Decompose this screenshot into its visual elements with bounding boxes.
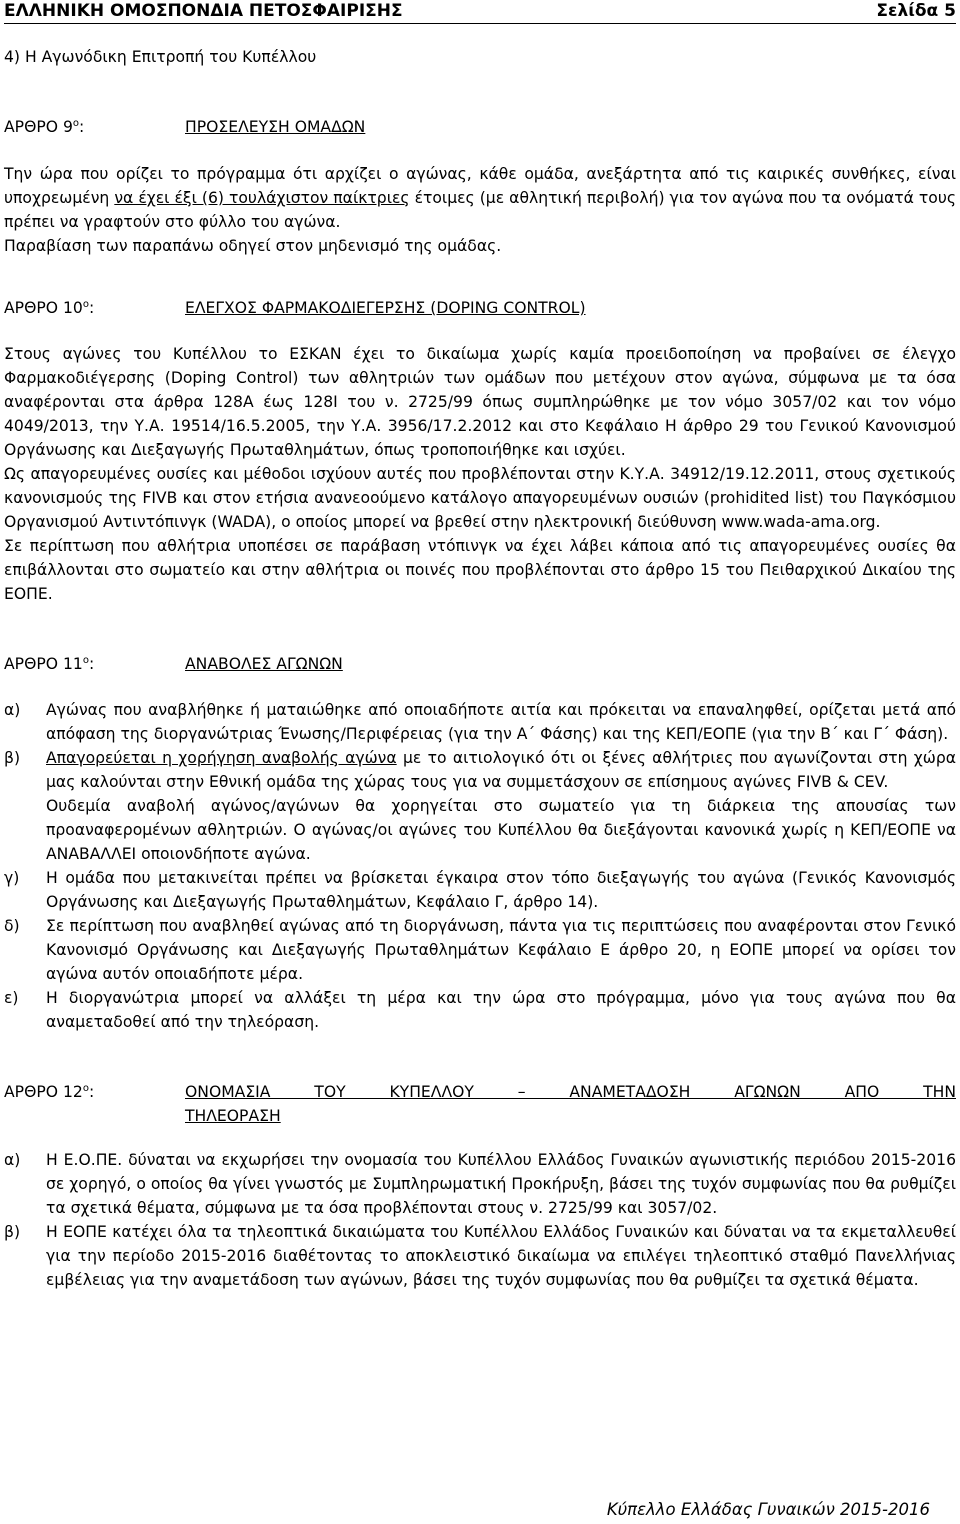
article-10-paragraph-1: Στους αγώνες του Κυπέλλου το ΕΣΚΑΝ έχει το δικαίωμα χωρίς καμία προειδοποίηση να προβαίνει σε έλεγχο Φαρμακοδιέγερσης (Doping Control) των αθλητριών των ομάδων που μετέχουν στον αγώνα, σύμφωνα με τα όσα αναφέρονται στα άρθρα 128Α έως 128Ι του ν. 2725/99 όπως συμπληρώθηκε με τον νόμο 3057/02 και τον νόμο 4049/2013, την Υ.Α. 19514/16.5.2005, την Υ.Α. 3956/17.2.2012 και στο Κεφάλαιο Η άρθρο 29 του Γενικού Κανονισμού Οργάνωσης και Διεξαγωγής Πρωταθλημάτων, όπως τροποποιήθηκε και ισχύει.	[4, 345, 956, 459]
article-12-title: ΟΝΟΜΑΣΙΑ ΤΟΥ ΚΥΠΕΛΛΟΥ – ΑΝΑΜΕΤΑΔΟΣΗ ΑΓΩΝΩΝ ΑΠΟ ΤΗΝ ΤΗΛΕΟΡΑΣΗ	[185, 1083, 956, 1125]
list-item: γ) Η ομάδα που μετακινείται πρέπει να βρίσκεται έγκαιρα στον τόπο διεξαγωγής του αγώνα (Γενικός Κανονισμός Οργάνωσης και Διεξαγωγής Πρωταθλημάτων, Κεφάλαιο Γ, άρθρο 14).	[4, 869, 956, 911]
list-item: ε) Η διοργανώτρια μπορεί να αλλάξει τη μέρα και την ώρα στο πρόγραμμα, μόνο για τους αγώνα που θα αναμεταδοθεί από την τηλεόραση.	[4, 989, 956, 1031]
article-12-heading	[4, 1080, 956, 1128]
article-9-heading	[4, 115, 956, 139]
article-11-heading	[4, 652, 956, 676]
document-page	[4, 0, 956, 1292]
article-9-penalty: Παραβίαση των παραπάνω οδηγεί στον μηδενισμό της ομάδας.	[4, 237, 502, 255]
page-header	[4, 0, 956, 24]
article-10-heading	[4, 296, 956, 320]
article-9-paragraph: Την ώρα που ορίζει το πρόγραμμα ότι αρχίζει ο αγώνας, κάθε ομάδα, ανεξάρτητα από τις καιρικές συνθήκες, είναι υποχρεωμένη να έχει έξι (6) τουλάχιστον παίκτριες έτοιμες (με αθλητική περιβολή) για τον αγώνα που τα ονόματά τους πρέπει να γραφτούν στο φύλλο του αγώνα.	[4, 165, 957, 231]
article-12-number: ΑΡΘΡΟ $12^o$:	[4, 1083, 95, 1101]
article-10-paragraph-3: Σε περίπτωση που αθλήτρια υποπέσει σε παράβαση ντόπινγκ να έχει λάβει κάποια από τις απαγορευμένες ουσίες θα επιβάλλονται στο σωματείο και στην αθλήτρια οι ποινές που προβλέπονται στο άρθρο 15 του Πειθαρχικού Δικαίου της ΕΟΠΕ.	[4, 537, 956, 603]
article-11-number: ΑΡΘΡΟ $11^o$:	[4, 655, 95, 673]
article-10-title: ΕΛΕΓΧΟΣ ΦΑΡΜΑΚΟΔΙΕΓΕΡΣΗΣ (DOPING CONTROL)	[185, 299, 586, 317]
competition-committee-item: 4) Η Αγωνόδικη Επιτροπή του Κυπέλλου	[4, 48, 317, 66]
list-item: β) Η ΕΟΠΕ κατέχει όλα τα τηλεοπτικά δικαιώματα του Κυπέλλου Ελλάδος Γυναικών και δύναται να τα εκμεταλλευθεί για την περίοδο 2015-2016 διαθέτοντας το αποκλειστικό δικαίωμα να επιλέγει τηλεοπτικό σταθμό Πανελλήνιας εμβέλειας για την αναμετάδοση των αγώνων, βάσει της τυχόν συμφωνίας που θα ρυθμίζει τα σχετικά θέματα.	[4, 1223, 956, 1289]
article-9-title: ΠΡΟΣΕΛΕΥΣΗ ΟΜΑΔΩΝ	[185, 118, 366, 136]
list-item: δ) Σε περίπτωση που αναβληθεί αγώνας από τη διοργάνωση, πάντα για τις περιπτώσεις που αναφέρονται στον Γενικό Κανονισμό Οργάνωσης και Διεξαγωγής Πρωταθλημάτων Κεφάλαιο Ε άρθρο 20, η ΕΟΠΕ μπορεί να ορίσει τον αγώνα αυτόν οποιαδήποτε μέρα.	[4, 917, 956, 983]
article-10-paragraph-2: Ως απαγορευμένες ουσίες και μέθοδοι ισχύουν αυτές που προβλέπονται στην Κ.Υ.Α. 34912/19.12.2011, στους σχετικούς κανονισμούς της FIVB και στον ετήσια ανανεοούμενο κατάλογο απαγορευμένων ουσιών (prohidited list) του Παγκόσμιου Οργανισμού Αντιντόπινγκ (WADA), ο οποίος μπορεί να βρεθεί στην ηλεκτρονική διεύθυνση www.wada-ama.org.	[4, 465, 956, 531]
article-9-number: ΑΡΘΡΟ $9^o$:	[4, 118, 85, 136]
article-11-title: ΑΝΑΒΟΛΕΣ ΑΓΩΝΩΝ	[185, 655, 343, 673]
article-10-number: ΑΡΘΡΟ $10^o$:	[4, 299, 95, 317]
list-item: α) Η Ε.Ο.ΠΕ. δύναται να εκχωρήσει την ονομασία του Κυπέλλου Ελλάδος Γυναικών αγωνιστικής περιόδου 2015-2016 σε χορηγό, ο οποίος θα γίνει γνωστός με Συμπληρωματική Προκήρυξη, βάσει της τυχόν συμφωνίας που θα ρυθμίζει τα σχετικά θέματα, σύμφωνα με τα όσα προβλέπονται στους ν. 2725/99 και 3057/02.	[4, 1151, 956, 1217]
list-item: α) Αγώνας που αναβλήθηκε ή ματαιώθηκε από οποιαδήποτε αιτία και πρόκειται να επαναληφθεί, ορίζεται μετά από απόφαση της διοργανώτριας Ένωσης/Περιφέρειας (για την Α΄ Φάσης) και της ΚΕΠ/ΕΟΠΕ (για την Β΄ και Γ΄ Φάση).	[4, 701, 956, 743]
organization-name: ΕΛΛΗΝΙΚΗ ΟΜΟΣΠΟΝΔΙΑ ΠΕΤΟΣΦΑΙΡΙΣΗΣ	[4, 1, 403, 21]
page-number: Σελίδα 5	[876, 1, 956, 21]
list-item: β) Απαγορεύεται η χορήγηση αναβολής αγώνα με το αιτιολογικό ότι οι ξένες αθλήτριες που αγωνίζονται στη χώρα μας καλούνται στην Εθνική ομάδα της χώρας τους για να συμμετάσχουν σε επίσημους αγώνες FIVB & CEV. Ουδεμία αναβολή αγώνος/αγώνων θα χορηγείται στο σωματείο για τη διάρκεια της απουσίας των προαναφερομένων αθλητριών. Ο αγώνας/οι αγώνες του Κυπέλλου θα διεξάγονται κανονικά χωρίς η ΚΕΠ/ΕΟΠΕ να ΑΝΑΒΑΛΛΕΙ οποιονδήποτε αγώνα.	[4, 749, 957, 863]
page-footer: Κύπελλο Ελλάδας Γυναικών 2015-2016	[606, 1500, 930, 1519]
